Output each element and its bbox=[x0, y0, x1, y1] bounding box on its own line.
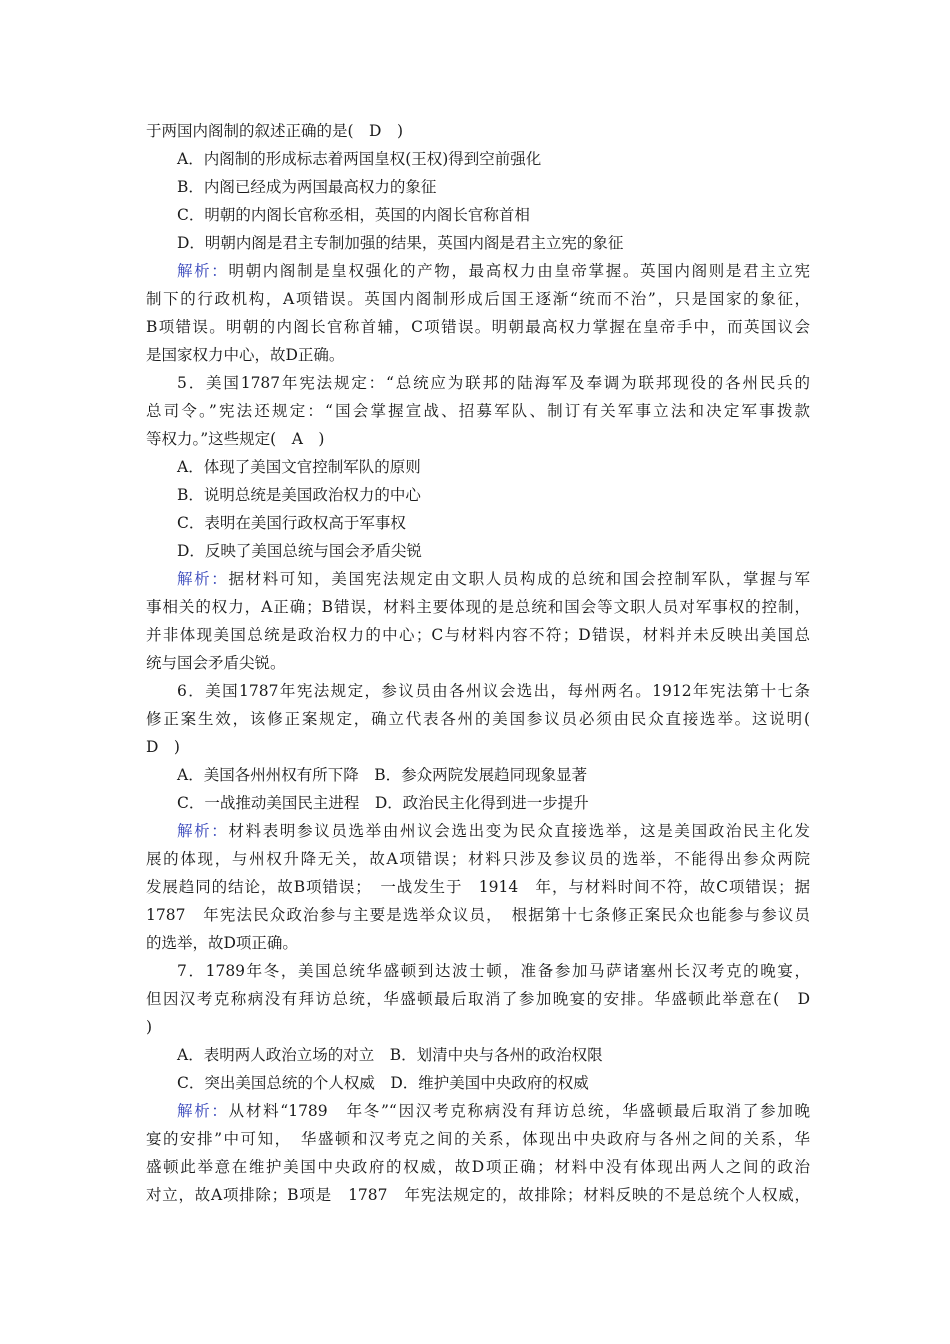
q5-stem-line: 总司令。”宪法还规定：“国会掌握宣战、招募军队、制订有关军事立法和决定军事拨款 bbox=[146, 402, 810, 420]
q4-option-c: C．明朝的内阁长官称丞相，英国的内阁长官称首相 bbox=[177, 206, 530, 224]
q7-analysis-line: 盛顿此举意在维护美国中央政府的权威，故D项正确；材料中没有体现出两人之间的政治 bbox=[146, 1158, 810, 1176]
q6-analysis-line: 的选举，故D项正确。 bbox=[146, 934, 298, 952]
q4-analysis-line: 是国家权力中心，故D正确。 bbox=[146, 346, 345, 364]
q6-analysis-line: 解析：材料表明参议员选举由州议会选出变为民众直接选举，这是美国政治民主化发 bbox=[177, 822, 810, 840]
q5-stem-line: 等权力。”这些规定( A ) bbox=[146, 430, 325, 448]
q4-option-d: D．明朝内阁是君主专制加强的结果，英国内阁是君主立宪的象征 bbox=[177, 234, 624, 252]
q4-analysis-line: B项错误。明朝的内阁长官称首辅，C项错误。明朝最高权力掌握在皇帝手中，而英国议会 bbox=[146, 318, 810, 336]
q5-analysis-line: 事相关的权力，A正确；B错误，材料主要体现的是总统和国会等文职人员对军事权的控制， bbox=[146, 598, 810, 616]
document-body bbox=[146, 117, 810, 1209]
q5-option-c: C．表明在美国行政权高于军事权 bbox=[177, 514, 406, 532]
q7-option-cd: C．突出美国总统的个人权威 D．维护美国中央政府的权威 bbox=[177, 1074, 589, 1092]
q5-analysis-line: 并非体现美国总统是政治权力的中心；C与材料内容不符；D错误，材料并未反映出美国总 bbox=[146, 626, 810, 644]
q7-stem-line: 7．1789年冬，美国总统华盛顿到达波士顿，准备参加马萨诸塞州长汉考克的晚宴， bbox=[177, 962, 810, 980]
q4-analysis-line: 解析：明朝内阁制是皇权强化的产物，最高权力由皇帝掌握。英国内阁则是君主立宪 bbox=[177, 262, 810, 280]
q7-analysis-line: 对立，故A项排除；B项是 1787 年宪法规定的，故排除；材料反映的不是总统个人权威， bbox=[146, 1186, 810, 1204]
q6-analysis-line: 发展趋同的结论，故B项错误； 一战发生于 1914 年，与材料时间不符，故C项错误；据 bbox=[146, 878, 810, 896]
analysis-label: 解析： bbox=[177, 822, 229, 840]
analysis-label: 解析： bbox=[177, 262, 229, 280]
q7-option-ab: A．表明两人政治立场的对立 B．划清中央与各州的政治权限 bbox=[177, 1046, 603, 1064]
analysis-label: 解析： bbox=[177, 1102, 229, 1120]
q6-analysis-line: 1787 年宪法民众政治参与主要是选举众议员， 根据第十七条修正案民众也能参与参议员 bbox=[146, 906, 810, 924]
q5-stem-line: 5．美国1787年宪法规定：“总统应为联邦的陆海军及奉调为联邦现役的各州民兵的 bbox=[177, 374, 810, 392]
q7-analysis-line: 解析：从材料“1789 年冬”“因汉考克称病没有拜访总统，华盛顿最后取消了参加晚 bbox=[177, 1102, 810, 1120]
analysis-label: 解析： bbox=[177, 570, 229, 588]
q6-stem-line: 6．美国1787年宪法规定，参议员由各州议会选出，每州两名。1912年宪法第十七条 bbox=[177, 682, 810, 700]
q5-option-d: D．反映了美国总统与国会矛盾尖锐 bbox=[177, 542, 422, 560]
q6-stem-line: D ) bbox=[146, 738, 180, 756]
q6-option-ab: A．美国各州州权有所下降 B．参众两院发展趋同现象显著 bbox=[177, 766, 588, 784]
q4-option-b: B．内阁已经成为两国最高权力的象征 bbox=[177, 178, 437, 196]
q6-option-cd: C．一战推动美国民主进程 D．政治民主化得到进一步提升 bbox=[177, 794, 589, 812]
q5-analysis-line: 解析：据材料可知，美国宪法规定由文职人员构成的总统和国会控制军队，掌握与军 bbox=[177, 570, 810, 588]
q4-analysis-line: 制下的行政机构，A项错误。英国内阁制形成后国王逐渐“统而不治”，只是国家的象征， bbox=[146, 290, 810, 308]
q5-analysis-line: 统与国会矛盾尖锐。 bbox=[146, 654, 286, 672]
q5-option-a: A．体现了美国文官控制军队的原则 bbox=[177, 458, 421, 476]
q7-analysis-line: 宴的安排”中可知， 华盛顿和汉考克之间的关系，体现出中央政府与各州之间的关系，华 bbox=[146, 1130, 810, 1148]
q4-option-a: A．内阁制的形成标志着两国皇权(王权)得到空前强化 bbox=[177, 150, 542, 168]
q6-stem-line: 修正案生效，该修正案规定，确立代表各州的美国参议员必须由民众直接选举。这说明( bbox=[146, 710, 810, 728]
q7-stem-line: 但因汉考克称病没有拜访总统，华盛顿最后取消了参加晚宴的安排。华盛顿此举意在( D bbox=[146, 990, 810, 1008]
q5-option-b: B．说明总统是美国政治权力的中心 bbox=[177, 486, 421, 504]
q6-analysis-line: 展的体现，与州权升降无关，故A项错误；材料只涉及参议员的选举，不能得出参众两院 bbox=[146, 850, 810, 868]
q7-stem-line: ) bbox=[146, 1018, 153, 1036]
q4-stem: 于两国内阁制的叙述正确的是( D ) bbox=[146, 122, 404, 140]
